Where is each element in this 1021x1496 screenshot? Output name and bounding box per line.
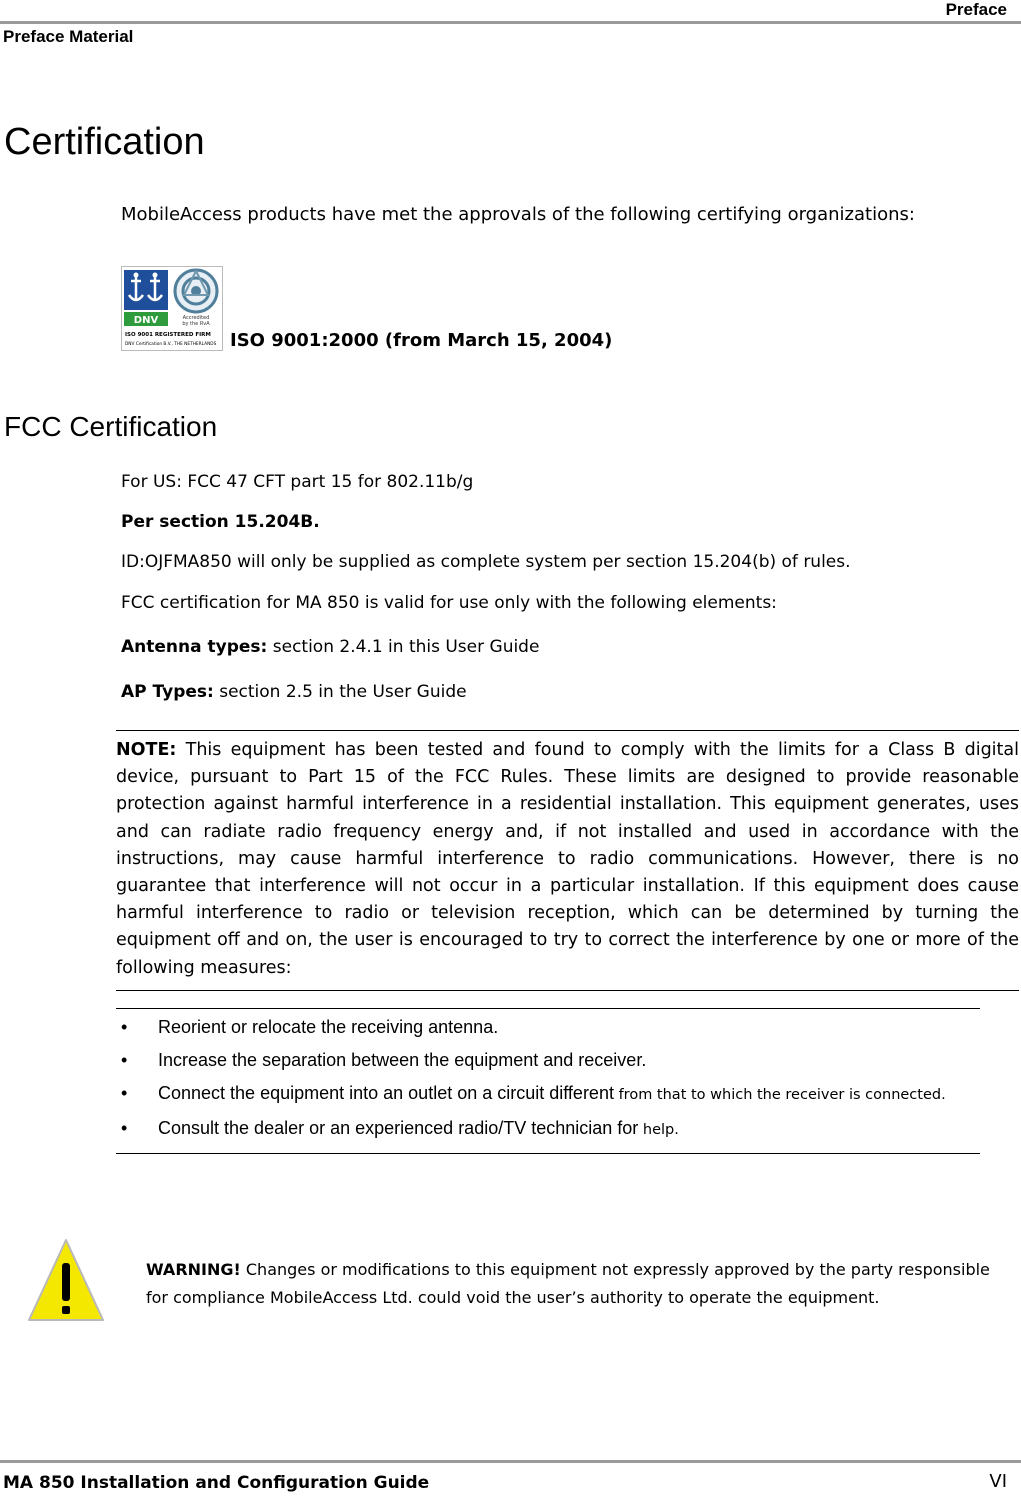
list-item-text: Connect the equipment into an outlet on a circuit different: [158, 1083, 614, 1103]
bullet-icon: •: [121, 1118, 128, 1138]
dnv-certification-logo: [121, 266, 223, 351]
warning-text: [146, 1256, 1016, 1312]
list-item-text: Increase the separation between the equipment and receiver.: [158, 1050, 647, 1070]
list-item-text: Reorient or relocate the receiving antenna.: [158, 1017, 499, 1037]
note-text: This equipment has been tested and found to comply with the limits for a Class B digital device, pursuant to Part 15 of the FCC Rules. These limits are designed to provide reasonable protection against harmful interference in a residential installation. This equipment generates, uses and can radiate radio frequency energy and, if not installed and used in accordance with the instructions, may cause harmful interference to radio communications. However, there is no guarantee that interference will not occur in a particular installation. If this equipment does cause harmful interference to radio or television reception, which can be determined by turning the equipment off and on, the user is encouraged to try to correct the interference by one or more of the following measures:: [116, 740, 1019, 978]
bullet-icon: •: [121, 1050, 128, 1070]
fcc-line-us: For US: FCC 47 CFT part 15 for 802.11b/g: [121, 472, 474, 492]
list-item-text-small: from that to which the receiver is connected.: [613, 1087, 946, 1103]
fcc-antenna-types: [121, 637, 539, 657]
ap-types-text: section 2.5 in the User Guide: [213, 682, 467, 702]
running-header-subsection: Preface Material: [3, 27, 134, 46]
footer-rule: [0, 1460, 1021, 1463]
svg-text:by the RvA: by the RvA: [182, 321, 210, 327]
note-label: NOTE:: [116, 740, 177, 760]
running-header-section: Preface: [945, 0, 1007, 19]
antenna-types-text: section 2.4.1 in this User Guide: [267, 637, 540, 657]
fcc-line-id: ID:OJFMA850 will only be supplied as complete system per section 15.204(b) of rules.: [121, 552, 851, 572]
fcc-section-heading: FCC Certification: [4, 411, 218, 442]
list-item: [116, 1017, 980, 1038]
svg-text:ISO 9001 REGISTERED FIRM: ISO 9001 REGISTERED FIRM: [125, 332, 211, 338]
svg-text:DNV Certification B.V., THE NE: DNV Certification B.V., THE NETHERLANDS: [125, 342, 217, 347]
fcc-ap-types: [121, 682, 467, 702]
list-item: [116, 1083, 980, 1106]
antenna-types-label: Antenna types:: [121, 637, 268, 657]
footer-title: MA 850 Installation and Configuration Guide: [3, 1473, 430, 1493]
svg-text:Accredited: Accredited: [182, 315, 210, 321]
intro-paragraph: MobileAccess products have met the approvals of the following certifying organizations:: [121, 204, 915, 225]
warning-body: Changes or modifications to this equipment not expressly approved by the party responsible for compliance MobileAccess Ltd. could void the user’s authority to operate the equipment.: [146, 1260, 990, 1307]
warning-label: WARNING!: [146, 1260, 241, 1279]
list-item-text-small: help.: [638, 1122, 679, 1138]
svg-text:DNV: DNV: [133, 315, 159, 326]
page-title: Certification: [4, 121, 205, 163]
header-rule: [0, 21, 1021, 24]
note-box: [116, 730, 1019, 991]
list-item: [116, 1050, 980, 1071]
bullet-icon: •: [121, 1017, 128, 1037]
fcc-line-valid: FCC certification for MA 850 is valid for use only with the following elements:: [121, 593, 777, 613]
list-item: [116, 1118, 980, 1141]
bullet-icon: •: [121, 1083, 128, 1103]
fcc-line-section: Per section 15.204B.: [121, 512, 320, 532]
iso-certification-text: ISO 9001:2000 (from March 15, 2004): [230, 330, 613, 351]
page-number: VI: [989, 1471, 1007, 1492]
warning-triangle-icon: [26, 1237, 106, 1323]
ap-types-label: AP Types:: [121, 682, 214, 702]
list-item-text: Consult the dealer or an experienced radio/TV technician for: [158, 1118, 639, 1138]
measures-list: [116, 1008, 980, 1154]
